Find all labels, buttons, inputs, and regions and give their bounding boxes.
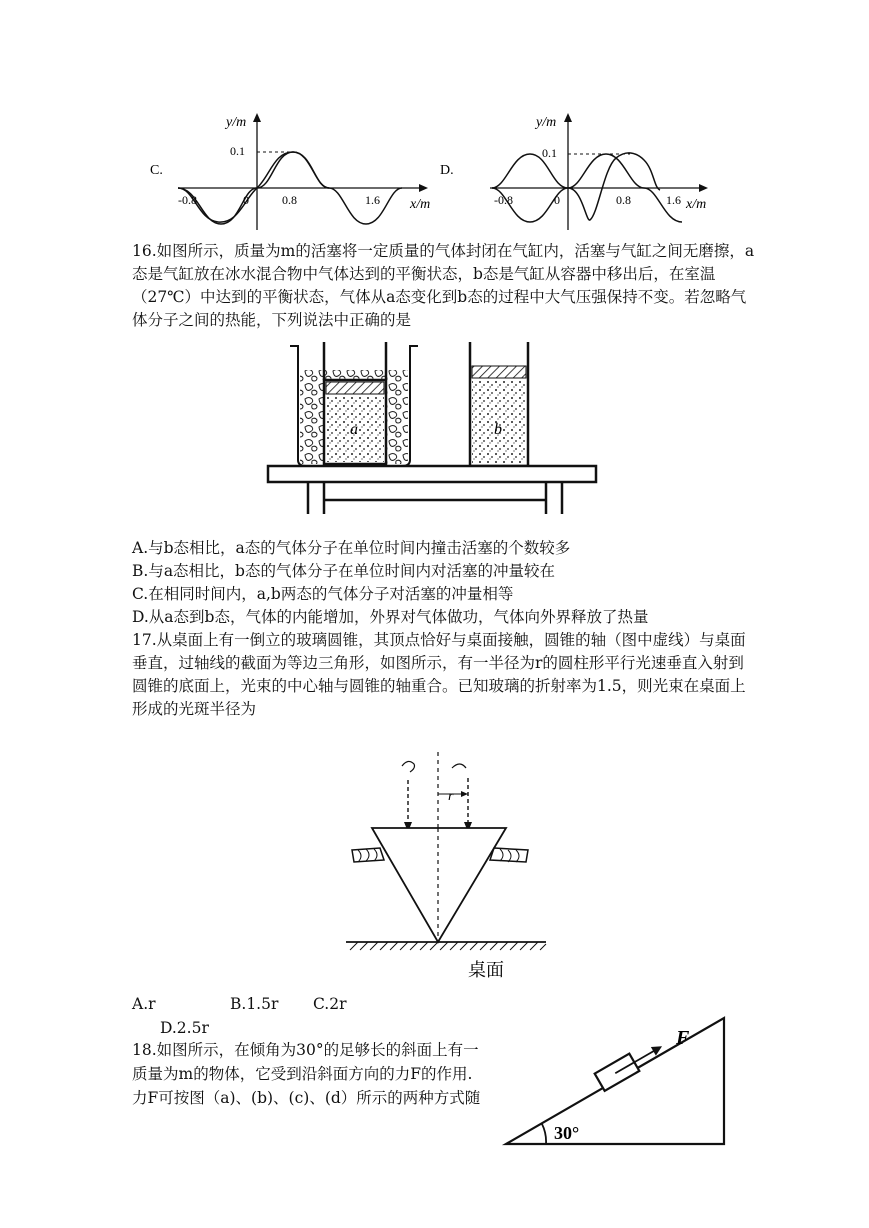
q18-line-1: 18.如图所示，在倾角为30°的足够长的斜面上有一 (132, 1041, 479, 1059)
q16-line-4: 体分子之间的热能，下列说法中正确的是 (132, 311, 412, 329)
q16-options (132, 537, 648, 629)
wave-graph-c (140, 108, 440, 236)
q17-table-label: 桌面 (468, 960, 504, 980)
q18-stem (132, 1038, 480, 1110)
q18-figure (500, 1012, 732, 1152)
q18-line-2: 质量为m的物体，它受到沿斜面方向的力F的作用. (132, 1065, 473, 1083)
graph-d-label: D. (440, 163, 454, 178)
q16-label-a: a (350, 421, 358, 438)
graph-c-y-label: y/m (226, 115, 247, 130)
graph-c-tick-neg: -0.8 (178, 193, 197, 207)
graph-d-y-label: y/m (536, 115, 557, 130)
graph-d-amplitude: 0.1 (542, 146, 557, 160)
q16-line-2: 态是气缸放在冰水混合物中气体达到的平衡状态，b态是气缸从容器中移出后，在室温 (132, 265, 716, 283)
graph-d-x-label: x/m (686, 197, 707, 212)
q18-angle-label: 30° (554, 1123, 580, 1143)
graph-d-tick-08: 0.8 (616, 193, 631, 207)
q17-line-4: 形成的光斑半径为 (132, 700, 257, 718)
q17-line-1: 17.从桌面上有一倒立的玻璃圆锥，其顶点恰好与桌面接触，圆锥的轴（图中虚线）与桌面 (132, 631, 746, 649)
q16-option-d[interactable]: D.从a态到b态，气体的内能增加，外界对气体做功，气体向外界释放了热量 (132, 608, 649, 626)
q16-option-b[interactable]: B.与a态相比，b态的气体分子在单位时间内对活塞的冲量较在 (132, 562, 555, 580)
q17-option-d[interactable]: D.2.5r (160, 1019, 209, 1037)
graph-c-tick-zero: 0 (243, 193, 249, 207)
wave-graph-d (440, 108, 740, 236)
q17-option-b[interactable]: B.1.5r (230, 995, 279, 1013)
q17-option-a[interactable]: A.r (132, 995, 156, 1013)
q16-option-c[interactable]: C.在相同时间内，a,b两态的气体分子对活塞的冲量相等 (132, 585, 514, 603)
graph-c-amplitude: 0.1 (230, 144, 245, 158)
graph-c-tick-08: 0.8 (282, 193, 297, 207)
q16-option-a[interactable]: A.与b态相比，a态的气体分子在单位时间内撞击活塞的个数较多 (132, 539, 571, 557)
graph-c-label: C. (150, 163, 163, 178)
q17-stem (132, 629, 746, 721)
q17-radius-label: r (448, 789, 454, 804)
q16-line-3: （27℃）中达到的平衡状态，气体从a态变化到b态的过程中大气压强保持不变。若忽略气 (132, 288, 747, 306)
graph-d-tick-zero: 0 (554, 193, 560, 207)
q16-figure (262, 340, 604, 516)
q16-stem (132, 240, 754, 332)
q17-line-2: 垂直，过轴线的截面为等边三角形，如图所示，有一半径为r的圆柱形平行光速垂直入射到 (132, 654, 744, 672)
q16-label-b: b (494, 421, 502, 438)
q17-option-c[interactable]: C.2r (313, 995, 347, 1013)
graph-d-tick-neg: -0.8 (494, 193, 513, 207)
q17-figure (340, 750, 560, 982)
graph-c-x-label: x/m (410, 197, 431, 212)
q17-line-3: 圆锥的底面上，光束的中心轴与圆锥的轴重合。已知玻璃的折射率为1.5，则光束在桌面上 (132, 677, 746, 695)
q18-line-3: 力F可按图（a)、(b)、(c)、(d）所示的两种方式随 (132, 1089, 481, 1107)
q16-line-1: 16.如图所示，质量为m的活塞将一定质量的气体封闭在气缸内，活塞与气缸之间无磨擦，a (132, 242, 755, 260)
graph-d-tick-16: 1.6 (666, 193, 681, 207)
graph-c-tick-16: 1.6 (365, 193, 380, 207)
q18-force-label: F (676, 1027, 690, 1049)
